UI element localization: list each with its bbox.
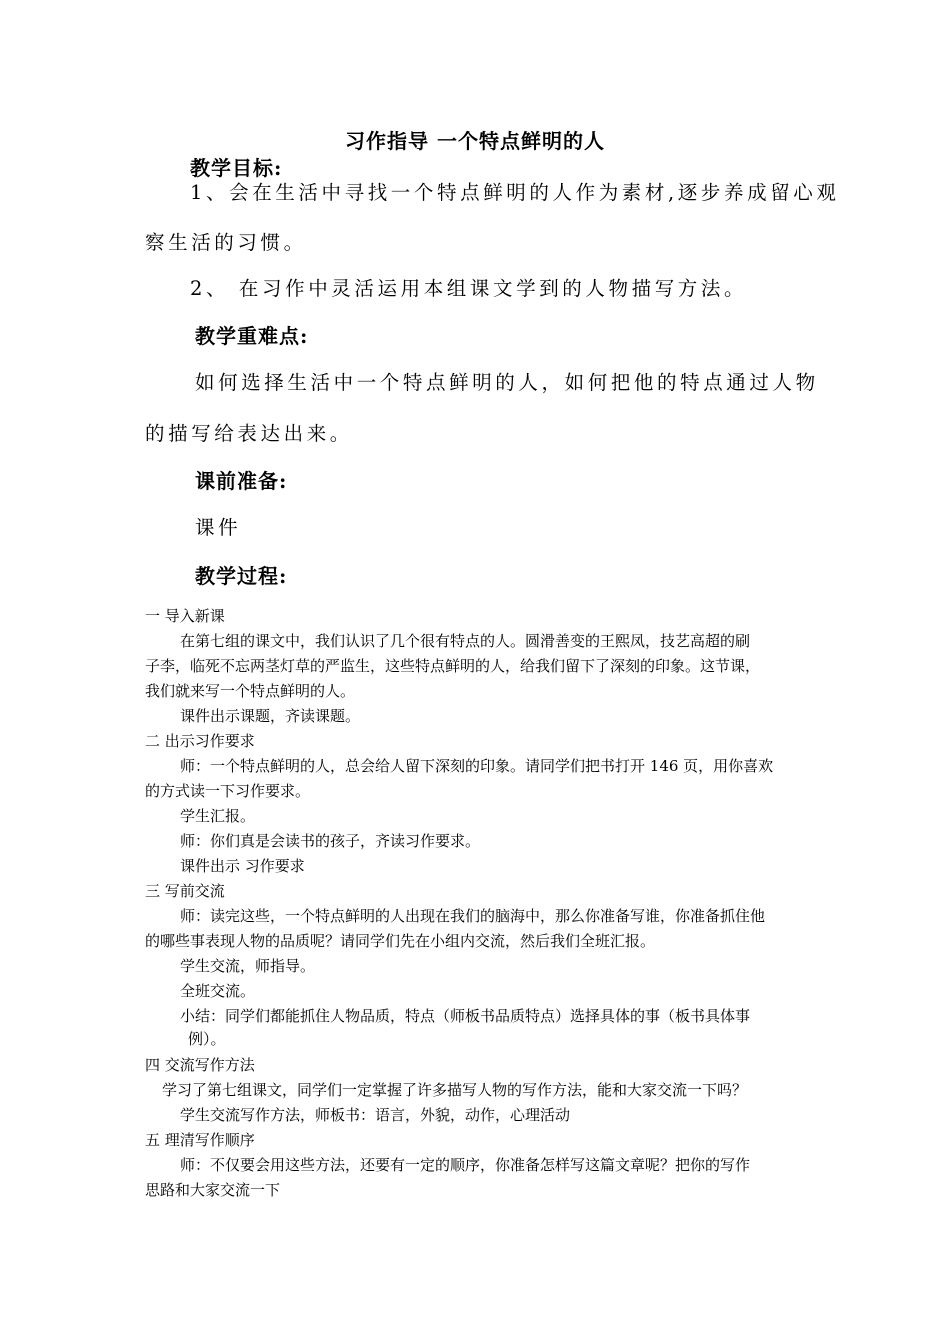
section-2-title: 二 出示习作要求 <box>145 732 255 750</box>
section-2-slide-note: 课件出示 习作要求 <box>180 857 305 875</box>
process-heading: 教学过程: <box>195 564 288 588</box>
section-1-note: 课件出示课题，齐读课题。 <box>180 707 361 725</box>
section-1-paragraph-line-1: 在第七组的课文中，我们认识了几个很有特点的人。圆滑善变的王熙凤，技艺高超的刷 <box>180 632 751 650</box>
section-3-student-exchange: 学生交流，师指导。 <box>180 957 316 975</box>
objective-1-line-1: 1、会在生活中寻找一个特点鲜明的人作为素材,逐步养成留心观 <box>190 181 840 204</box>
section-3-title: 三 写前交流 <box>145 882 225 900</box>
preparation-heading: 课前准备: <box>195 469 288 493</box>
objective-2: 2、 在习作中灵活运用本组课文学到的人物描写方法。 <box>190 277 748 300</box>
section-3-paragraph-line-2: 的哪些事表现人物的品质呢？请同学们先在小组内交流，然后我们全班汇报。 <box>145 932 656 950</box>
document-title: 习作指导 一个特点鲜明的人 <box>345 129 605 153</box>
section-3-paragraph-line-1: 师：读完这些，一个特点鲜明的人出现在我们的脑海中，那么你准备写谁，你准备抓住他 <box>180 907 766 925</box>
section-5-title: 五 理清写作顺序 <box>145 1131 255 1149</box>
key-points-line-1: 如何选择生活中一个特点鲜明的人，如何把他的特点通过人物 <box>195 371 819 394</box>
section-5-paragraph-line-1: 师：不仅要会用这些方法，还要有一定的顺序，你准备怎样写这篇文章呢？把你的写作 <box>180 1156 751 1174</box>
objectives-heading: 教学目标: <box>190 156 283 180</box>
section-4-title: 四 交流写作方法 <box>145 1056 255 1074</box>
section-2-teacher-remark: 师：你们真是会读书的孩子，齐读习作要求。 <box>180 832 481 850</box>
section-3-summary-line-1: 小结：同学们都能抓住人物品质，特点（师板书品质特点）选择具体的事（板书具体事 <box>180 1007 751 1025</box>
preparation-content: 课件 <box>195 516 242 539</box>
section-1-paragraph-line-2: 子李，临死不忘两茎灯草的严监生，这些特点鲜明的人，给我们留下了深刻的印象。这节课， <box>145 657 761 675</box>
section-1-title: 一 导入新课 <box>145 607 225 625</box>
section-4-paragraph: 学习了第七组课文，同学们一定掌握了许多描写人物的写作方法，能和大家交流一下吗？ <box>162 1081 748 1099</box>
section-2-student-report: 学生汇报。 <box>180 807 256 825</box>
section-1-paragraph-line-3: 我们就来写一个特点鲜明的人。 <box>145 682 356 700</box>
key-points-line-2: 的描写给表达出来。 <box>145 422 353 445</box>
section-2-paragraph-line-1: 师：一个特点鲜明的人，总会给人留下深刻的印象。请同学们把书打开 146 页，用你喜欢 <box>180 757 774 775</box>
objective-1-line-2: 察生活的习惯。 <box>145 231 307 254</box>
section-2-paragraph-line-2: 的方式读一下习作要求。 <box>145 782 311 800</box>
section-5-paragraph-line-2: 思路和大家交流一下 <box>145 1181 281 1199</box>
section-3-summary-line-2: 例）。 <box>188 1030 226 1048</box>
section-4-methods: 学生交流写作方法，师板书：语言，外貌，动作，心理活动 <box>180 1106 571 1124</box>
section-3-class-exchange: 全班交流。 <box>180 982 256 1000</box>
key-points-heading: 教学重难点: <box>195 324 309 348</box>
